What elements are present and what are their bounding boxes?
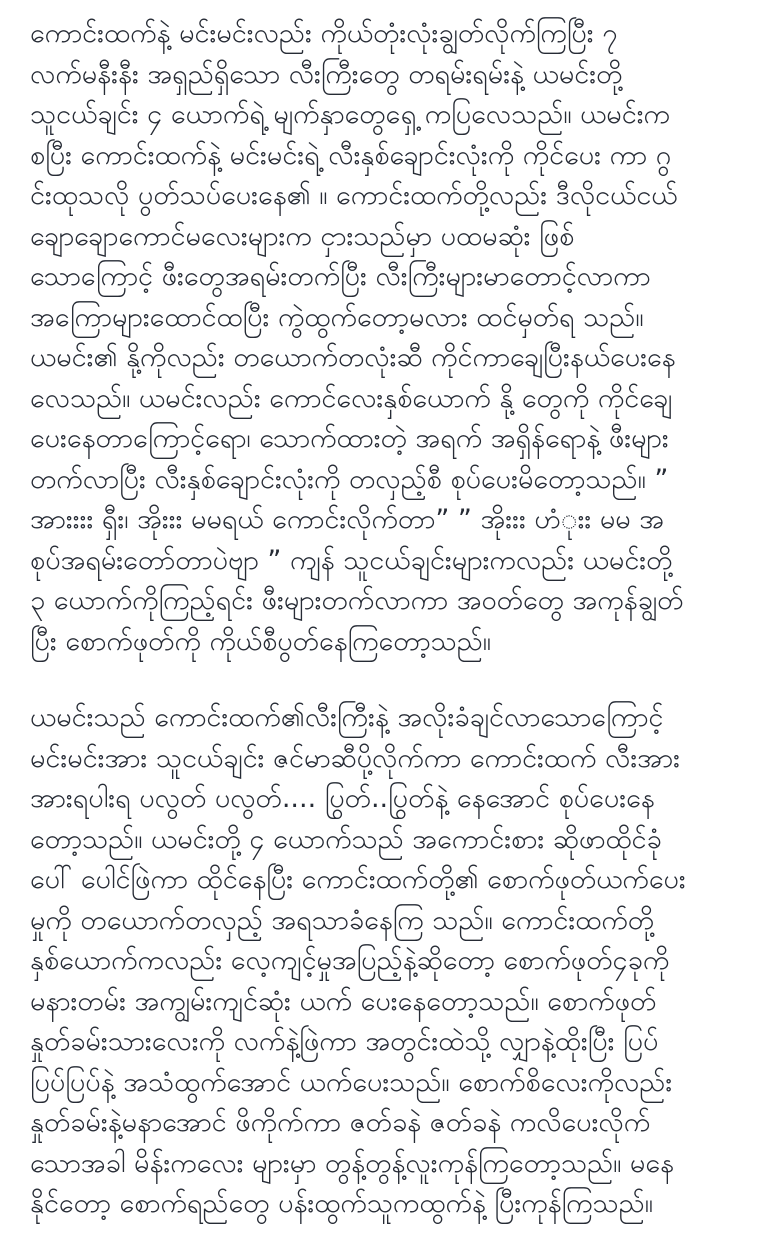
paragraph-1: ကောင်းထက်နဲ့ မင်းမင်းလည်း ကိုယ်တုံးလုံးချွတ်လိုက်ကြပြီး ၇ လက်မနီးနီး အရှည်ရှိသော လီးကြီးတွေ တရမ်းရမ်းနဲ့ ယမင်းတို့ သူငယ်ချင်း ၄ ယောက်ရဲ့ မျက်နှာတွေရှေ့ ကပြလေသည်။ ယမင်းက စပြီး ကောင်းထက်နဲ့ မင်းမင်းရဲ့ လီးနှစ်ချောင်းလုံးကို ကိုင်ပေး ကာ ဂွ င်းထုသလို ပွတ်သပ်ပေးနေ၏ ။ ကောင်းထက်တို့လည်း ဒီလိုငယ်ငယ် ချောချောကောင်မလေးများက ငှားသည်မှာ ပထမဆုံး ဖြစ် သောကြောင့် ဖီးတွေအရမ်းတက်ပြီး လီးကြီးများမာတောင့်လာကာ အကြောများထောင်ထပြီး ကွဲထွက်တော့မလား ထင်မှတ်ရ သည်။ ယမင်း၏ နို့ကိုလည်း တယောက်တလုံးဆီ ကိုင်ကာချေပြီးနယ်ပေးနေ လေသည်။ ယမင်းလည်း ကောင်လေးနှစ်ယောက် နို့ တွေကို ကိုင်ချေ ပေးနေတာကြောင့်ရော၊ သောက်ထားတဲ့ အရက် အရှိန်ရောနဲ့ ဖီးများ တက်လာပြီး လီးနှစ်ချောင်းလုံးကို တလှည့်စီ စုပ်ပေးမိတော့သည်။ ” အားးးး ရှီး၊ အိုးးး မမရယ် ကောင်းလိုက်တာ” ” အိုးးး ဟံုးး မမ အ စုပ်အရမ်းတော်တာပဲဗျာ ” ကျန် သူငယ်ချင်းများကလည်း ယမင်းတို့ ၃ ယောက်ကိုကြည့်ရင်း ဖီးများတက်လာကာ အဝတ်တွေ အကုန်ချွတ် ပြီး စောက်ဖုတ်ကို ကိုယ်စီပွတ်နေကြတော့သည်။	[30, 18, 684, 657]
paragraph-2: ယမင်းသည် ကောင်းထက်၏လီးကြီးနဲ့ အလိုးခံချင်လာသောကြောင့် မင်းမင်းအား သူငယ်ချင်း ဇင်မာဆီပို့လိုက်ကာ ကောင်းထက် လီးအား အားရပါးရ ပလွတ် ပလွတ်.... ပြွတ်..ပြွတ်နဲ့ နေအောင် စုပ်ပေးနေ တော့သည်။ ယမင်းတို့ ၄ ယောက်သည် အကောင်းစား ဆိုဖာထိုင်ခုံ ပေါ် ပေါင်ဖြဲကာ ထိုင်နေပြီး ကောင်းထက်တို့၏ စောက်ဖုတ်ယက်ပေး မှုကို တယောက်တလှည့် အရသာခံနေကြ သည်။ ကောင်းထက်တို့ နှစ်ယောက်ကလည်း လေ့ကျင့်မှုအပြည့်နဲ့ဆိုတော့ စောက်ဖုတ်၄ခုကို မနားတမ်း အကျွမ်းကျင်ဆုံး ယက် ပေးနေတော့သည်။ စောက်ဖုတ် နှုတ်ခမ်းသားလေးကို လက်နဲ့ဖြဲကာ အတွင်းထဲသို့ လျှာနဲ့ထိုးပြီး ပြပ် ပြပ်ပြပ်နဲ့ အသံထွက်အောင် ယက်ပေးသည်။ စောက်စိလေးကိုလည်း နှုတ်ခမ်းနဲ့မနာအောင် ဖိကိုက်ကာ ဇတ်ခနဲ ဇတ်ခနဲ ကလိပေးလိုက် သောအခါ မိန်းကလေး များမှာ တွန့်တွန့်လူးကုန်ကြတော့သည်။ မနေ နိုင်တော့ စောက်ရည်တွေ ပန်းထွက်သူကထွက်နဲ့ ပြီးကုန်ကြသည်။	[30, 702, 686, 1219]
